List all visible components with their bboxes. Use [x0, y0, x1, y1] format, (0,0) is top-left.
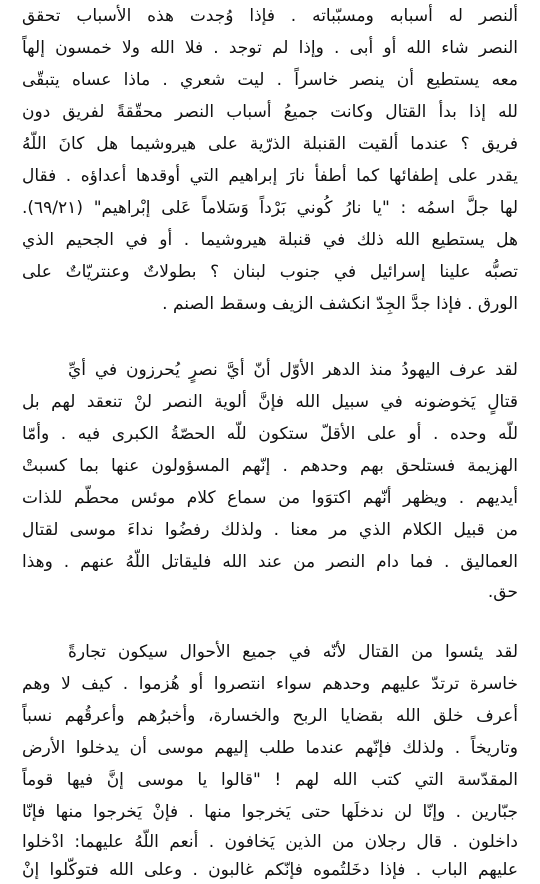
- text-line: النصر شاء الله أو أبى . وإذا لم توجد . فلا الله ولا خمسون إلهاً: [22, 38, 518, 58]
- text-line: يقدر على إطفائها كما أطفأ نارَ إبراهيم التي أوقدها أعداؤه . فقال: [22, 166, 518, 186]
- text-line: أعرف خلق الله بقضايا الربح والخسارة، وأخبرُهم وأعرقُهم نسباً: [22, 706, 518, 726]
- text-line: المقدّسة التي كتب الله لهم ! "قالوا يا موسى إنَّ فيها قوماً: [22, 770, 518, 790]
- text-line: تصبُّه علينا إسرائيل في جنوب لبنان ؟ بطولاتٌ وعنتريّاتٌ على: [22, 262, 518, 282]
- text-line: ألنصر له أسبابه ومسبّباته . فإذا وُجدت هذه الأسباب تحقق: [22, 6, 518, 26]
- text-line: الورق . فإذا جدَّ الجِدّ انكشف الزيف وسقط الصنم .: [162, 294, 518, 314]
- text-line: وتاريخاً . ولذلك فإنّهم عندما طلب إليهم موسى أن يدخلوا الأرض: [22, 738, 518, 758]
- text-line: هل يستطيع الله ذلك في قنبلة هيروشيما . أو في الجحيم الذي: [22, 230, 518, 250]
- text-line: لله إذا بدأ القتال وكانت جميعُ أسباب النصر محقّقةً لفريق دون: [22, 102, 518, 122]
- text-line: حق.: [487, 582, 518, 602]
- text-line: خاسرة ترتدّ عليهم وحدهم سواء انتصروا أو هُزموا . كيف لا وهم: [22, 674, 518, 694]
- text-line: لقد عرف اليهودُ منذ الدهر الأوّل أنّ أيَّ نصرٍ يُحرزون في أيِّ: [68, 360, 518, 380]
- text-line: الهزيمة فستلحق بهم وحدهم . إنّهم المسؤولون عنها بما كسبتْ: [22, 456, 518, 476]
- text-line: العماليق . فما دام النصر من عند الله فليقاتل اللّهُ عنهم . وهذا: [22, 552, 518, 572]
- text-line: عليهم الباب . فإذا دخَلتُموه فإنّكم غالبون . وعلى الله فتوكّلوا إنْ: [22, 860, 518, 880]
- text-line: داخلون . قال رجلان من الذين يَخافون . أنعم اللّهُ عليهما: ادْخلوا: [22, 832, 518, 852]
- text-line: معه يستطيع أن ينصر خاسراً . ليت شعري . ماذا عساه يتبقّى: [22, 70, 518, 90]
- text-line: قتالٍ يَخوضونه في سبيل الله فإنَّ ألوية النصر لنْ تنعقد لهم بل: [22, 392, 518, 412]
- text-line: لقد يئسوا من القتال لأنّه في جميع الأحوال سيكون تجارةً: [68, 642, 518, 662]
- text-line: من قبيل الكلام الذي مر معنا . ولذلك رفضُوا نداءَ موسى لقتال: [22, 520, 518, 540]
- text-line: فريق ؟ عندما ألقيت القنبلة الذرّية على هيروشيما هل كانَ اللّهُ: [22, 134, 518, 154]
- text-line: للّه وحده . أو على الأقلّ ستكون للّه الحصّةُ الكبرى فيه . وأمّا: [22, 424, 518, 444]
- text-line: أيديهم . ويظهر أنّهم اكتوَوا من سماع كلام موئس محطّم للذات: [22, 488, 518, 508]
- text-line: لها جلَّ اسمُه : "يا نارُ كُوني بَرْداً وَسَلاماً عَلى إبْراهيم" (٦٩/٢١).: [22, 198, 518, 218]
- text-line: جبّارين . وإنّا لن ندخلَها حتى يَخرجوا منها . فإنْ يَخرجوا منها فإنّا: [22, 802, 518, 822]
